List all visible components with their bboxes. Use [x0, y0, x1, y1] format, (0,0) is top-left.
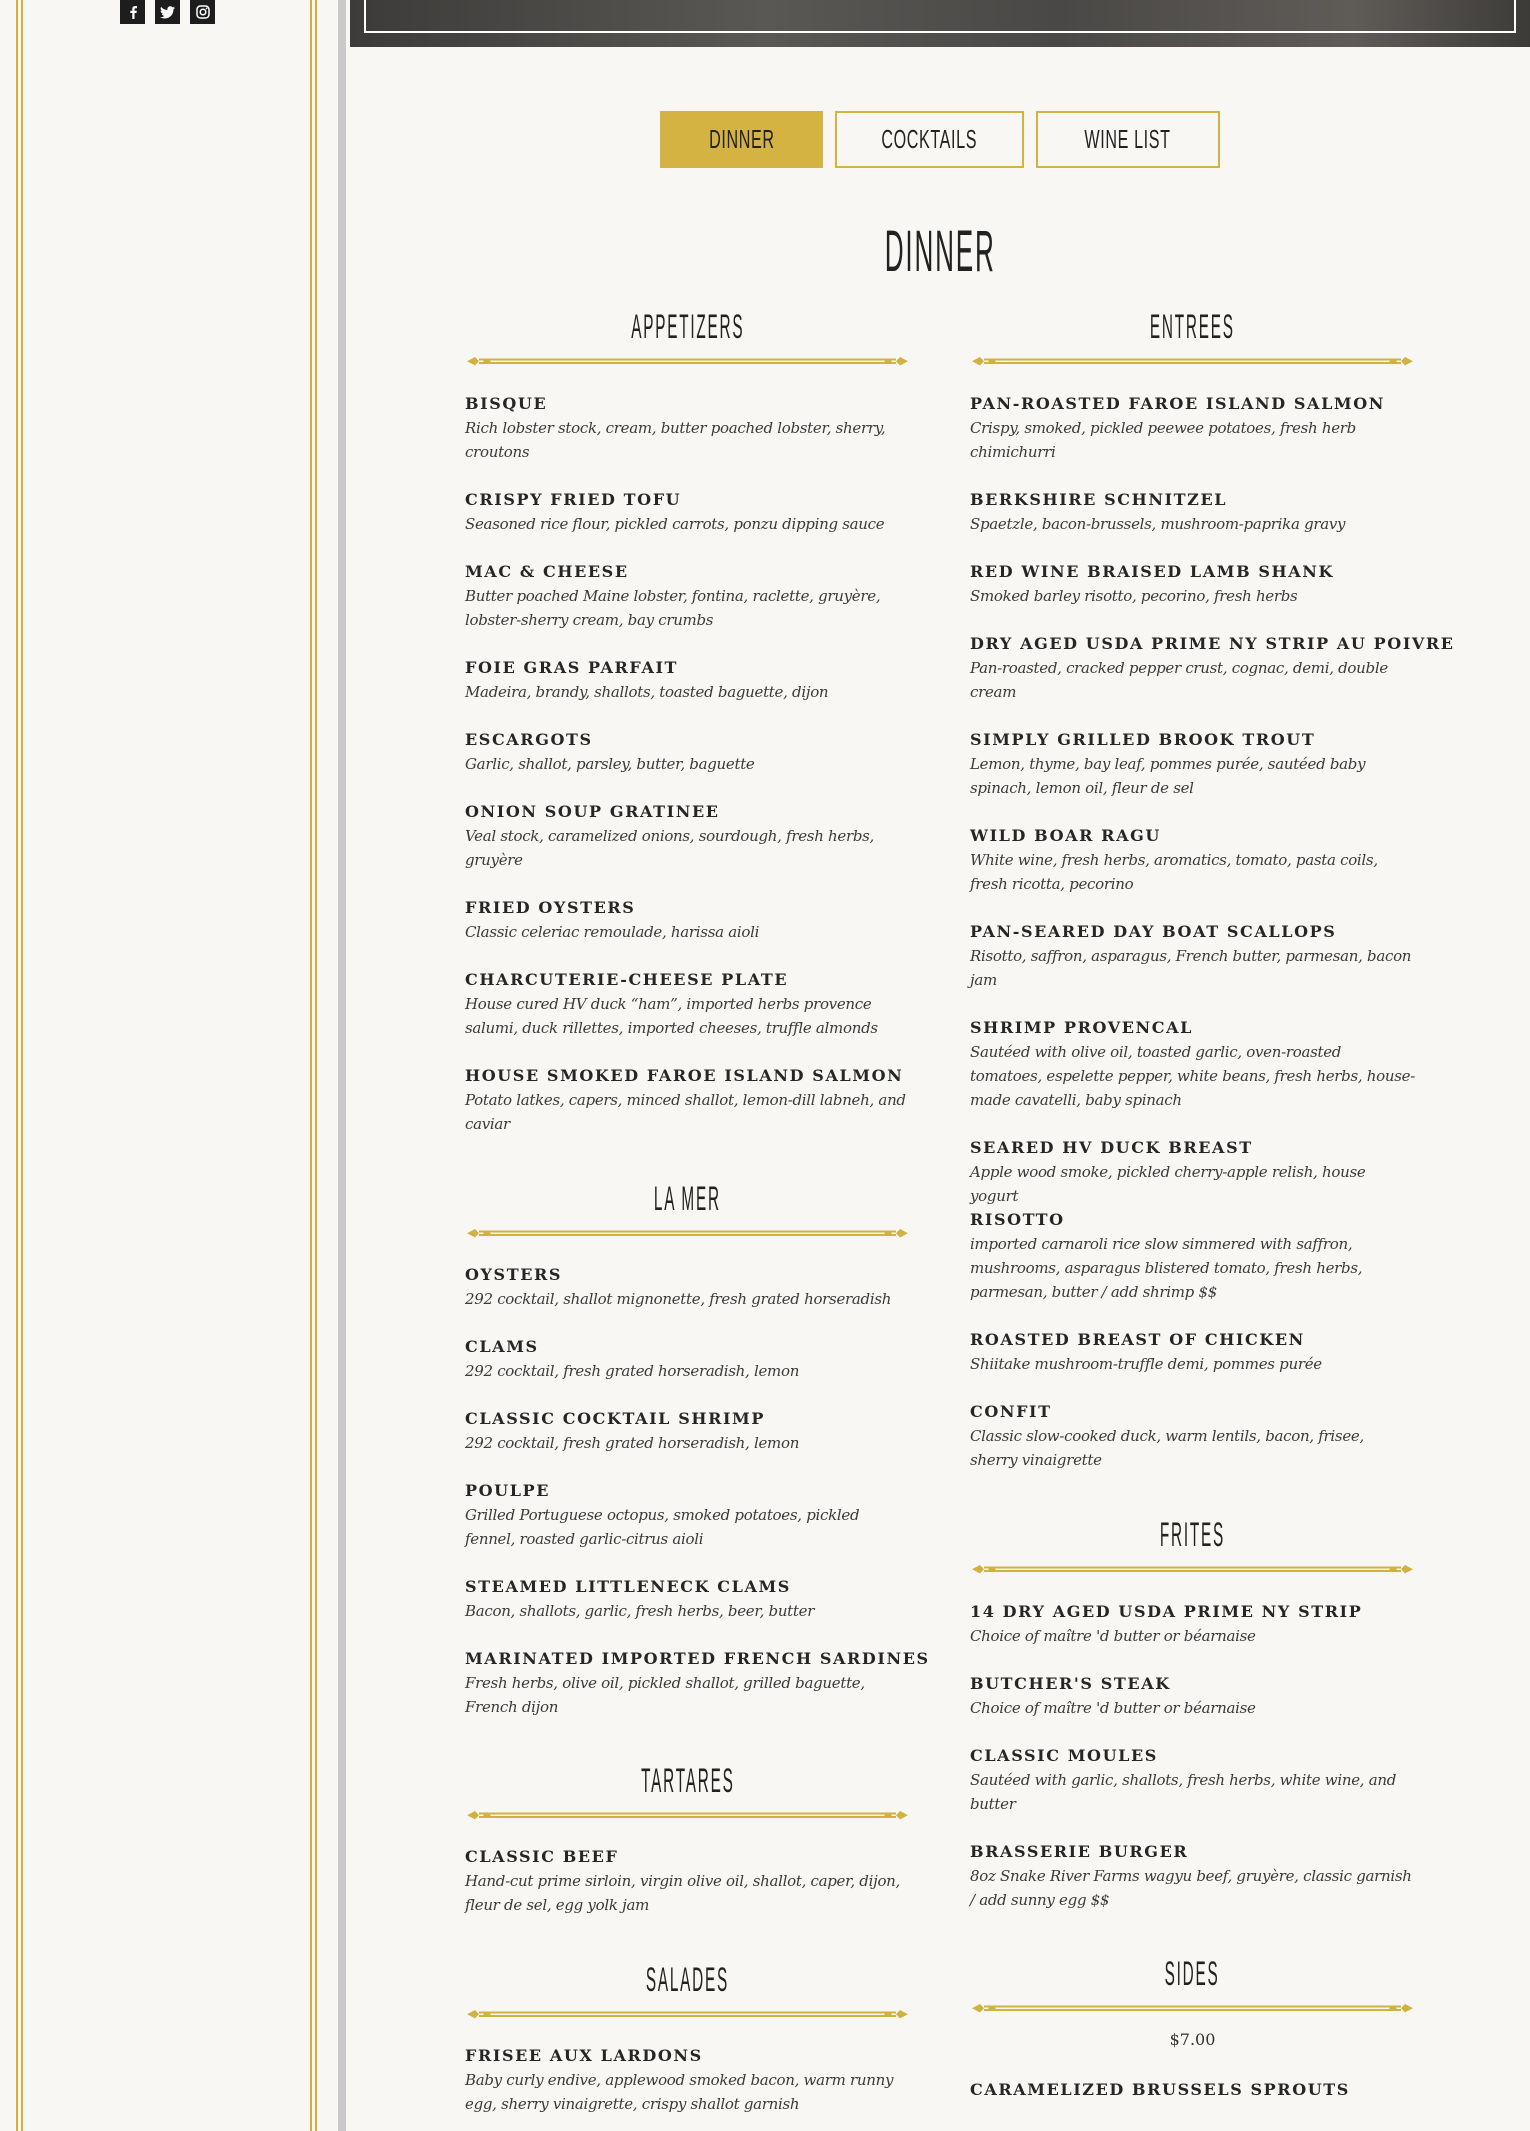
menu-item-description: Fresh herbs, olive oil, pickled shallot, grilled baguette, French dijon — [465, 1674, 865, 1716]
menu-item-description: Spaetzle, bacon-brussels, mushroom-paprika gravy — [970, 515, 1346, 533]
menu-item-name: MAC & CHEESE — [465, 562, 629, 581]
menu-item-name: CLAMS — [465, 1337, 539, 1356]
sidebar-divider — [338, 0, 346, 2131]
menu-item-name: FRISEE AUX LARDONS — [465, 2046, 703, 2065]
menu-item — [970, 1673, 1415, 1720]
menu-item — [970, 825, 1415, 896]
menu-item-name: ESCARGOTS — [465, 730, 593, 749]
menu-item-description: 292 cocktail, shallot mignonette, fresh grated horseradish — [465, 1290, 892, 1308]
menu-item — [970, 1017, 1415, 1112]
left-sidebar — [0, 0, 338, 2131]
menu-item-name: CLASSIC MOULES — [970, 1746, 1158, 1765]
menu-item-description: Apple wood smoke, pickled cherry-apple relish, house yogurt — [970, 1163, 1366, 1205]
menu-item — [970, 921, 1415, 992]
menu-item-description: Baby curly endive, applewood smoked bacon, warm runny egg, sherry vinaigrette, crispy shallot garnish — [465, 2071, 894, 2113]
menu-item — [465, 657, 910, 704]
menu-item-name: CLASSIC COCKTAIL SHRIMP — [465, 1409, 766, 1428]
menu-item-description: Veal stock, caramelized onions, sourdough, fresh herbs, gruyère — [465, 827, 874, 869]
menu-item-name: BUTCHER'S STEAK — [970, 1674, 1171, 1693]
tab-label: WINE LIST — [1084, 124, 1172, 154]
menu-item — [465, 1408, 910, 1455]
facebook-icon[interactable] — [120, 0, 145, 24]
section-price: $7.00 — [1169, 2030, 1216, 2049]
menu-item — [465, 1264, 910, 1311]
menu-item-description: imported carnaroli rice slow simmered with saffron, mushrooms, asparagus blistered tomato, fresh herbs, parmesan, butter / add shrimp $$ — [970, 1235, 1363, 1301]
menu-item-description: Classic slow-cooked duck, warm lentils, bacon, frisee, sherry vinaigrette — [970, 1427, 1364, 1469]
menu-item — [465, 1065, 910, 1136]
menu-item-description: Butter poached Maine lobster, fontina, raclette, gruyère, lobster-sherry cream, bay crumbs — [465, 587, 881, 629]
menu-item — [970, 1601, 1415, 1648]
menu-item-description: Grilled Portuguese octopus, smoked potatoes, pickled fennel, roasted garlic-citrus aioli — [465, 1506, 860, 1548]
menu-item — [465, 1846, 910, 1917]
menu-item — [970, 1841, 1415, 1912]
menu-item-description: Choice of maître 'd butter or béarnaise — [970, 1627, 1256, 1645]
section-ornament — [465, 2006, 910, 2020]
menu-item-name: DRY AGED USDA PRIME NY STRIP AU POIVRE — [970, 634, 1455, 653]
menu-item-name: SHRIMP PROVENCAL — [970, 1018, 1193, 1037]
menu-item-description: Choice of maître 'd butter or béarnaise — [970, 1699, 1256, 1717]
menu-item — [970, 729, 1415, 800]
menu-item-name: FOIE GRAS PARFAIT — [465, 658, 679, 677]
tab-wine-list[interactable] — [1036, 111, 1220, 168]
menu-item — [970, 489, 1415, 536]
menu-item-name: ONION SOUP GRATINEE — [465, 802, 720, 821]
sidebar-gold-line — [21, 0, 23, 2131]
section-ornament — [970, 2000, 1415, 2014]
section-ornament — [970, 1561, 1415, 1575]
menu-item-description: 8oz Snake River Farms wagyu beef, gruyère, classic garnish / add sunny egg $$ — [970, 1867, 1412, 1909]
menu-item — [465, 1480, 910, 1551]
menu-item-description: Rich lobster stock, cream, butter poached lobster, sherry, croutons — [465, 419, 886, 461]
menu-item — [465, 969, 910, 1040]
menu-item-description: House cured HV duck “ham”, imported herbs provence salumi, duck rillettes, imported cheeses, truffle almonds — [465, 995, 878, 1037]
menu-item — [465, 2045, 910, 2116]
menu-item-name: RED WINE BRAISED LAMB SHANK — [970, 562, 1334, 581]
menu-item-description: Classic celeriac remoulade, harissa aioli — [465, 923, 760, 941]
twitter-icon[interactable] — [155, 0, 180, 24]
menu-item-description: Risotto, saffron, asparagus, French butter, parmesan, bacon jam — [970, 947, 1412, 989]
menu-item — [465, 729, 910, 776]
menu-item-name: CHARCUTERIE-CHEESE PLATE — [465, 970, 789, 989]
section-ornament — [970, 353, 1415, 367]
social-links — [120, 0, 215, 24]
menu-item — [970, 393, 1415, 464]
menu-item-description: Smoked barley risotto, pecorino, fresh herbs — [970, 587, 1298, 605]
menu-item — [465, 393, 910, 464]
menu-item-description: White wine, fresh herbs, aromatics, tomato, pasta coils, fresh ricotta, pecorino — [970, 851, 1378, 893]
menu-item — [465, 489, 910, 536]
menu-item-name: PAN-ROASTED FAROE ISLAND SALMON — [970, 394, 1385, 413]
menu-item — [465, 1336, 910, 1383]
menu-item-name: CARAMELIZED BRUSSELS SPROUTS — [970, 2080, 1350, 2099]
menu-item-description: Sautéed with garlic, shallots, fresh herbs, white wine, and butter — [970, 1771, 1397, 1813]
section-ornament — [465, 353, 910, 367]
menu-item — [465, 1648, 930, 1719]
menu-item — [970, 561, 1415, 608]
menu-item-description: Shiitake mushroom-truffle demi, pommes purée — [970, 1355, 1322, 1373]
menu-item — [970, 1137, 1415, 1208]
tab-label: COCKTAILS — [881, 124, 978, 154]
menu-item-name: 14 DRY AGED USDA PRIME NY STRIP — [970, 1602, 1363, 1621]
menu-item-description: Bacon, shallots, garlic, fresh herbs, beer, butter — [465, 1602, 815, 1620]
menu-item — [970, 1209, 1415, 1304]
menu-item-name: CONFIT — [970, 1402, 1052, 1421]
sidebar-gold-line — [16, 0, 18, 2131]
section-title-sides: SIDES — [1165, 1955, 1220, 1993]
tab-cocktails[interactable] — [835, 111, 1024, 168]
menu-item-name: MARINATED IMPORTED FRENCH SARDINES — [465, 1649, 930, 1668]
menu-item — [970, 1401, 1415, 1472]
section-title-appetizers: APPETIZERS — [630, 308, 745, 346]
tab-dinner[interactable] — [660, 111, 823, 168]
section-title-la-mer: LA MER — [654, 1180, 721, 1218]
menu-item-description: 292 cocktail, fresh grated horseradish, lemon — [465, 1434, 800, 1452]
menu-item — [465, 801, 910, 872]
hero-image — [350, 0, 1530, 47]
menu-item — [465, 897, 910, 944]
menu-item-name: SEARED HV DUCK BREAST — [970, 1138, 1253, 1157]
menu-item — [465, 561, 910, 632]
menu-item-description: 292 cocktail, fresh grated horseradish, lemon — [465, 1362, 800, 1380]
menu-item-description: Hand-cut prime sirloin, virgin olive oil, shallot, caper, dijon, fleur de sel, egg yolk jam — [465, 1872, 900, 1914]
menu-item-name: FRIED OYSTERS — [465, 898, 636, 917]
menu-item-name: BISQUE — [465, 394, 548, 413]
menu-item-name: PAN-SEARED DAY BOAT SCALLOPS — [970, 922, 1337, 941]
menu-item-name: CLASSIC BEEF — [465, 1847, 619, 1866]
menu-item-description: Pan-roasted, cracked pepper crust, cognac, demi, double cream — [970, 659, 1388, 701]
menu-item-name: WILD BOAR RAGU — [970, 826, 1161, 845]
menu-item-name: POULPE — [465, 1481, 550, 1500]
menu-item-name: ROASTED BREAST OF CHICKEN — [970, 1330, 1305, 1349]
menu-item-name: RISOTTO — [970, 1210, 1065, 1229]
menu-item-name: HOUSE SMOKED FAROE ISLAND SALMON — [465, 1066, 904, 1085]
menu-item-name: CRISPY FRIED TOFU — [465, 490, 682, 509]
menu-item-description: Sautéed with olive oil, toasted garlic, oven-roasted tomatoes, espelette pepper, white beans, fresh herbs, house-made cavatelli, baby spinach — [970, 1043, 1415, 1109]
section-title-salades: SALADES — [645, 1961, 730, 1999]
menu-item — [970, 633, 1455, 704]
tab-label: DINNER — [708, 124, 775, 154]
section-title-entrees: ENTREES — [1150, 308, 1235, 346]
section-ornament — [465, 1225, 910, 1239]
menu-item-description: Lemon, thyme, bay leaf, pommes purée, sautéed baby spinach, lemon oil, fleur de sel — [970, 755, 1366, 797]
menu-item-description: Seasoned rice flour, pickled carrots, ponzu dipping sauce — [465, 515, 885, 533]
menu-item-name: SIMPLY GRILLED BROOK TROUT — [970, 730, 1316, 749]
sidebar-gold-line — [310, 0, 312, 2131]
menu-item-name: STEAMED LITTLENECK CLAMS — [465, 1577, 791, 1596]
sidebar-gold-line — [315, 0, 317, 2131]
hero-frame — [364, 0, 1516, 33]
section-title-tartares: TARTARES — [640, 1762, 735, 1800]
instagram-icon[interactable] — [190, 0, 215, 24]
menu-item — [970, 1745, 1415, 1816]
page-title: DINNER — [884, 219, 996, 284]
menu-item-description: Garlic, shallot, parsley, butter, baguette — [465, 755, 755, 773]
menu-item — [465, 1576, 910, 1623]
menu-item-description: Madeira, brandy, shallots, toasted baguette, dijon — [465, 683, 829, 701]
menu-item-description: Potato latkes, capers, minced shallot, lemon-dill labneh, and caviar — [465, 1091, 906, 1133]
menu-item-name: BERKSHIRE SCHNITZEL — [970, 490, 1228, 509]
menu-item — [970, 2079, 1415, 2101]
menu-item — [970, 1329, 1415, 1376]
menu-tabs — [660, 111, 1220, 168]
section-title-frites: FRITES — [1159, 1516, 1226, 1554]
menu-item-name: OYSTERS — [465, 1265, 563, 1284]
section-ornament — [465, 1807, 910, 1821]
menu-item-description: Crispy, smoked, pickled peewee potatoes, fresh herb chimichurri — [970, 419, 1356, 461]
menu-item-name: BRASSERIE BURGER — [970, 1842, 1189, 1861]
